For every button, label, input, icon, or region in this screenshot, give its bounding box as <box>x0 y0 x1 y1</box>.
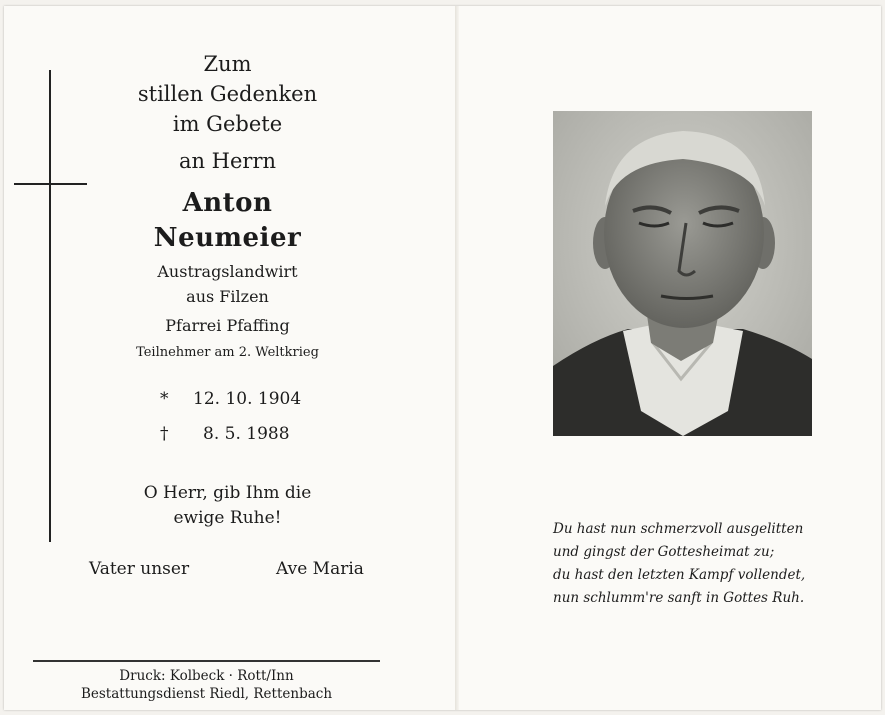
prayer-line-1: O Herr, gib Ihm die <box>143 483 312 503</box>
birth-date: 12. 10. 1904 <box>193 389 302 409</box>
poem-line-3: du hast den letzten Kampf vollendet, <box>553 567 806 583</box>
poem <box>553 518 853 610</box>
origin: aus Filzen <box>186 287 269 306</box>
heading-line-2: stillen Gedenken <box>137 82 318 106</box>
poem-line-1: Du hast nun schmerzvoll ausgelitten <box>553 521 804 537</box>
prayer-vater-unser: Vater unser <box>89 559 190 579</box>
first-name: Anton <box>182 188 273 218</box>
right-panel <box>459 0 885 715</box>
poem-line-2: und gingst der Gottesheimat zu; <box>553 544 775 560</box>
heading-line-3: im Gebete <box>172 112 283 136</box>
death-date: 8. 5. 1988 <box>203 424 290 444</box>
poem-line-4: nun schlumm're sanft in Gottes Ruh. <box>553 590 805 606</box>
prayer-line-2: ewige Ruhe! <box>173 508 282 528</box>
heading-line-1: Zum <box>203 52 252 76</box>
footer-undertaker: Bestattungsdienst Riedl, Rettenbach <box>80 686 333 702</box>
war-note: Teilnehmer am 2. Weltkrieg <box>136 345 319 360</box>
occupation: Austragslandwirt <box>157 262 298 281</box>
parish: Pfarrei Pfaffing <box>165 316 290 335</box>
last-name: Neumeier <box>153 223 302 253</box>
footer-printer: Druck: Kolbeck · Rott/Inn <box>119 668 294 684</box>
portrait-photo-icon <box>553 111 812 436</box>
death-symbol: † <box>160 424 169 444</box>
birth-symbol: * <box>160 389 169 409</box>
prayer-ave-maria: Ave Maria <box>276 559 364 579</box>
footer-divider <box>33 660 380 662</box>
salutation: an Herrn <box>178 149 277 173</box>
